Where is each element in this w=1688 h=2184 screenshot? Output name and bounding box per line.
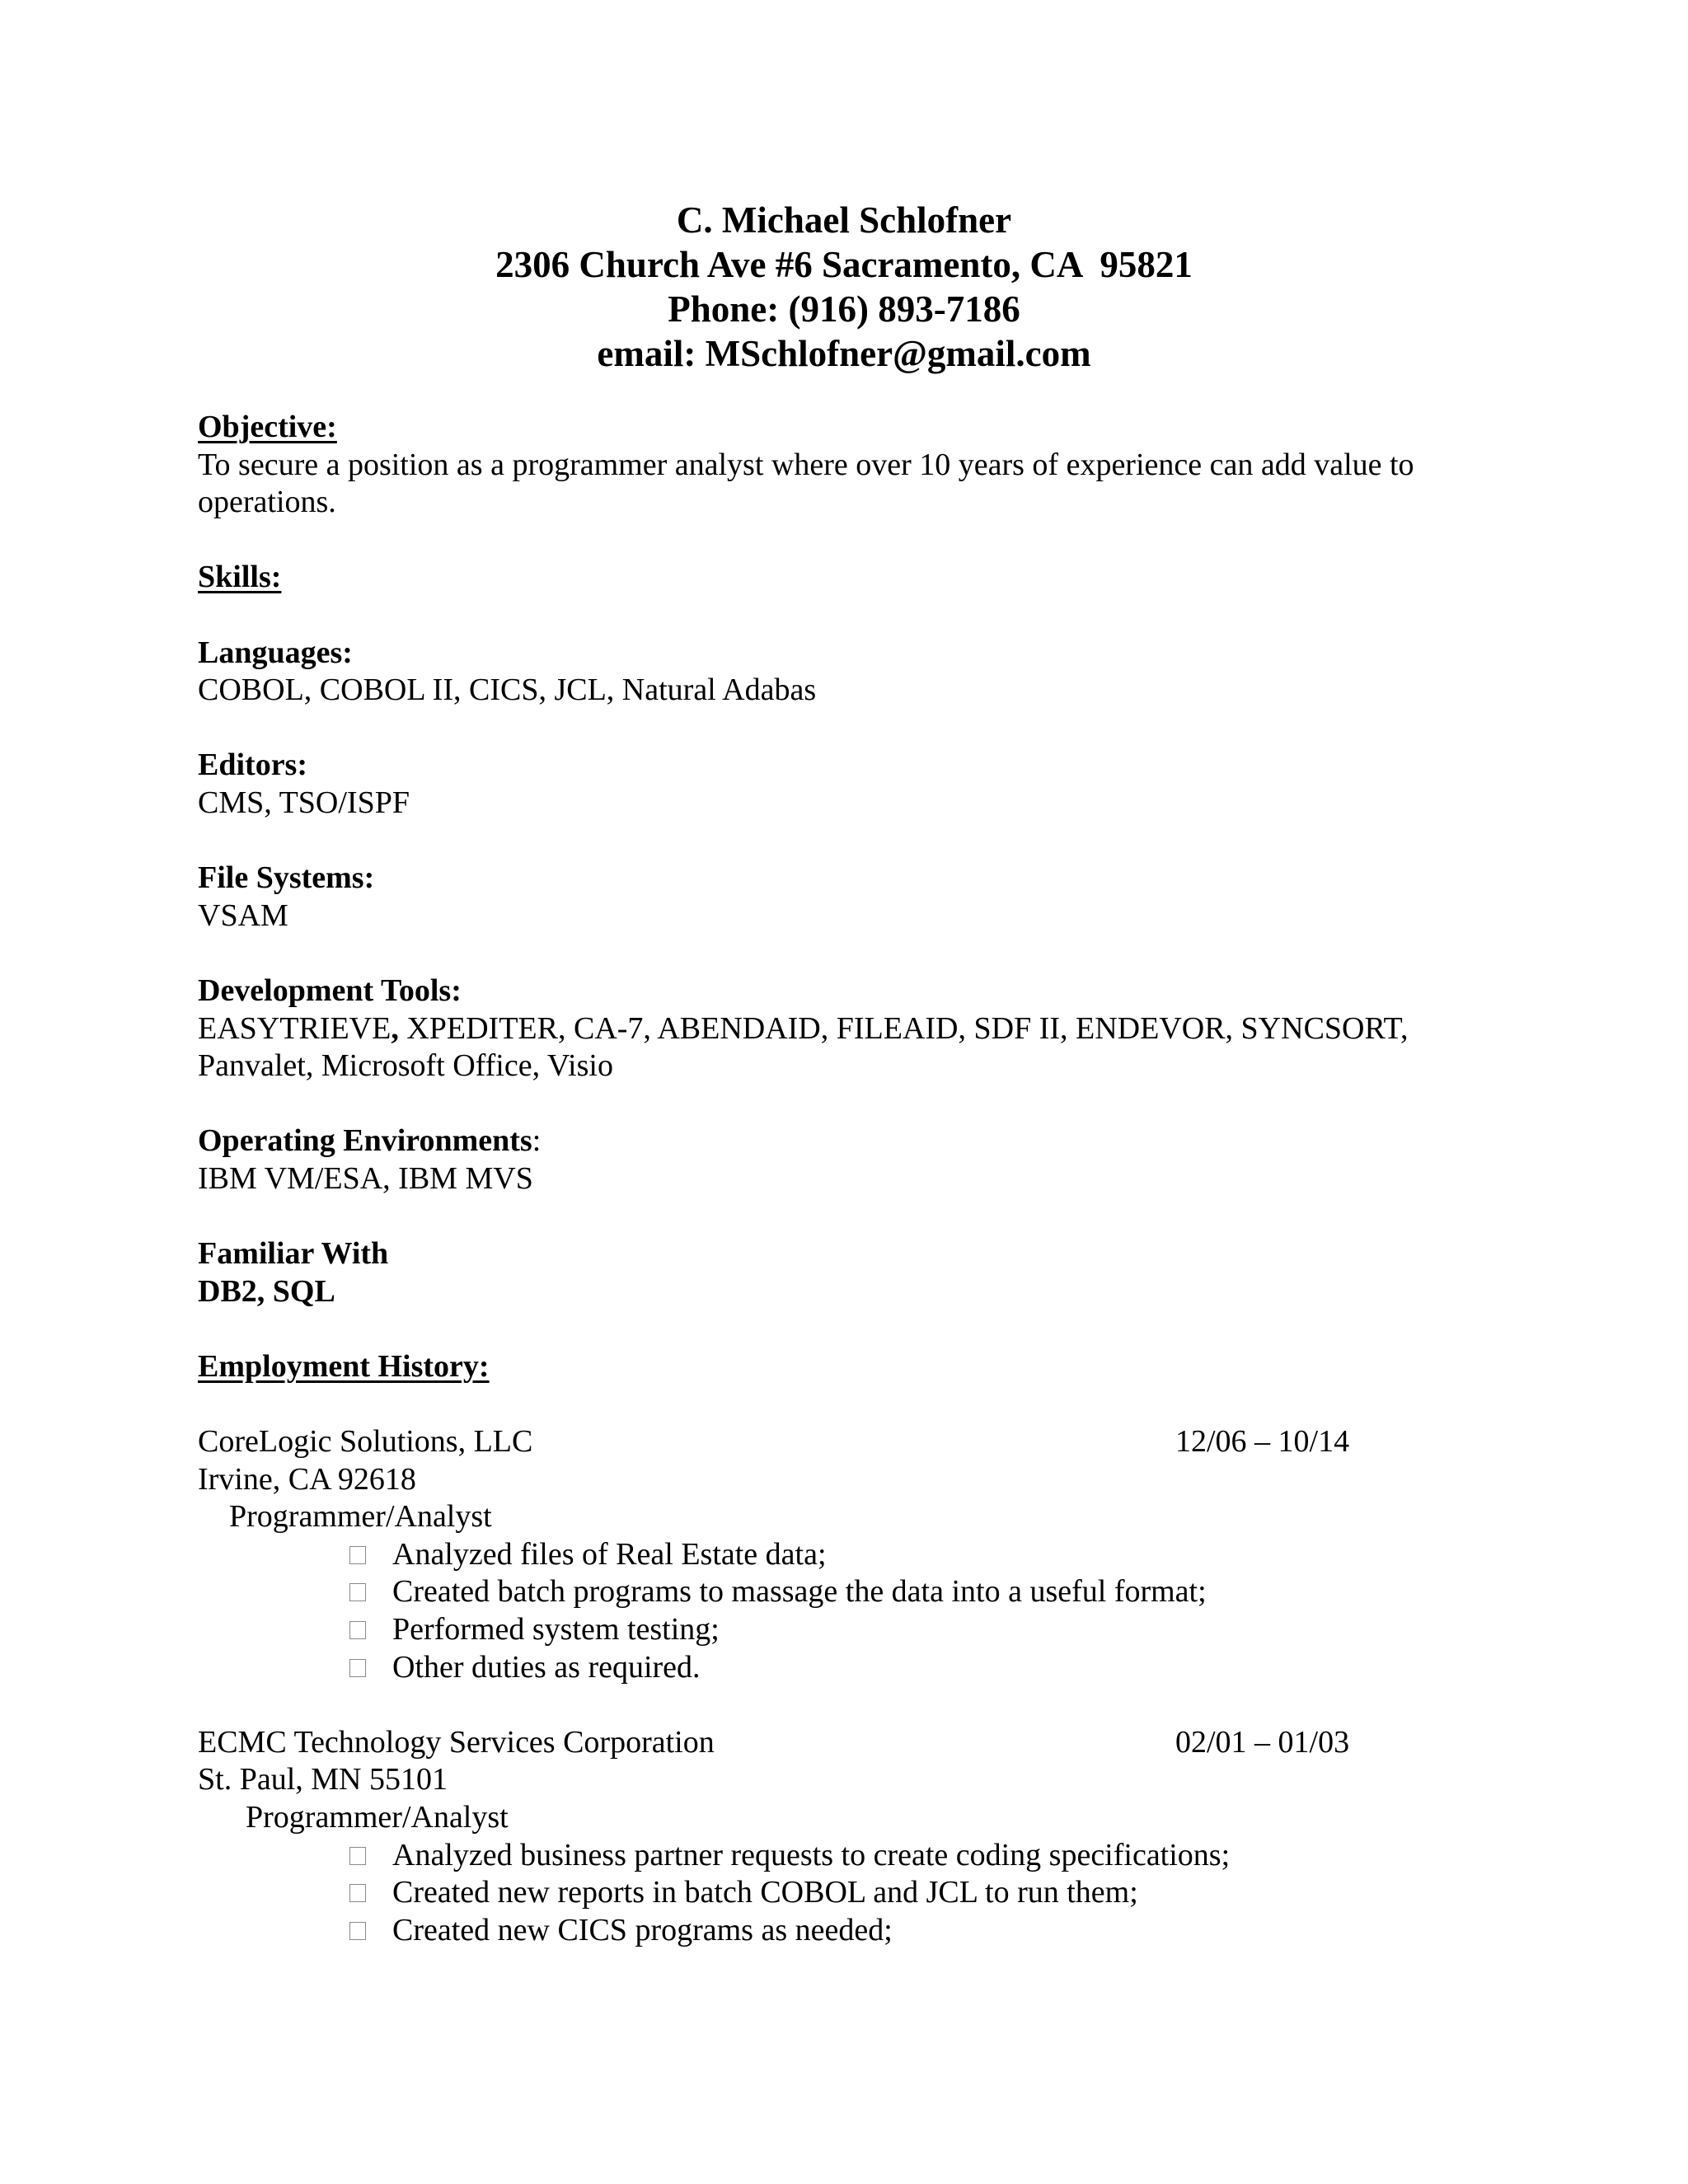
job-title: Programmer/Analyst	[246, 1799, 509, 1835]
dev-tools-comma: ,	[391, 1010, 399, 1046]
job-dates: 12/06 – 10/14	[1175, 1424, 1350, 1460]
candidate-address: 2306 Church Ave #6 Sacramento, CA 95821	[495, 244, 1193, 285]
languages-value: COBOL, COBOL II, CICS, JCL, Natural Adabas	[198, 673, 817, 708]
dev-tools-value-line-2: Panvalet, Microsoft Office, Visio	[198, 1048, 613, 1084]
checkbox-bullet-icon	[349, 1621, 366, 1639]
resume-header	[0, 198, 1688, 376]
job-duties-list	[198, 1536, 1500, 1686]
job-header-row	[198, 1724, 1500, 1762]
candidate-email: email: MSchlofner@gmail.com	[597, 333, 1091, 374]
job-company: ECMC Technology Services Corporation	[198, 1724, 715, 1760]
job-dates: 02/01 – 01/03	[1175, 1724, 1350, 1760]
familiar-label: Familiar With	[198, 1236, 389, 1272]
checkbox-bullet-icon	[349, 1546, 366, 1564]
file-systems-label: File Systems:	[198, 860, 375, 896]
dev-tools-value-line-1	[198, 1010, 1500, 1048]
checkbox-bullet-icon	[349, 1659, 366, 1677]
objective-text-line-1: To secure a position as a programmer analyst where over 10 years of experience can add value to	[198, 447, 1414, 482]
resume-body	[198, 409, 1500, 1949]
op-env-colon: :	[532, 1123, 542, 1159]
job-company: CoreLogic Solutions, LLC	[198, 1424, 533, 1460]
checkbox-bullet-icon	[349, 1922, 366, 1940]
objective-heading: Objective:	[198, 410, 337, 444]
duty-item	[198, 1837, 1500, 1875]
job-header-row	[198, 1423, 1500, 1461]
job-location: Irvine, CA 92618	[198, 1461, 416, 1497]
duty-text: Created batch programs to massage the data into a useful format;	[392, 1574, 1207, 1610]
duty-text: Performed system testing;	[392, 1612, 720, 1647]
editors-label: Editors:	[198, 748, 307, 783]
duty-text: Other duties as required.	[392, 1649, 701, 1685]
duty-item	[198, 1874, 1500, 1912]
skills-heading: Skills:	[198, 560, 282, 595]
duty-item	[198, 1611, 1500, 1649]
file-systems-value: VSAM	[198, 898, 288, 933]
job-duties-list	[198, 1837, 1500, 1950]
duty-text: Analyzed files of Real Estate data;	[392, 1536, 827, 1572]
duty-item	[198, 1573, 1500, 1611]
checkbox-bullet-icon	[349, 1847, 366, 1865]
checkbox-bullet-icon	[349, 1884, 366, 1902]
duty-item	[198, 1649, 1500, 1687]
dev-tools-rest: XPEDITER, CA-7, ABENDAID, FILEAID, SDF II, ENDEVOR, SYNCSORT,	[398, 1010, 1409, 1046]
editors-value: CMS, TSO/ISPF	[198, 785, 410, 820]
candidate-phone: Phone: (916) 893-7186	[668, 288, 1020, 330]
dev-tools-label: Development Tools:	[198, 972, 462, 1008]
duty-text: Created new CICS programs as needed;	[392, 1912, 893, 1947]
job-title: Programmer/Analyst	[229, 1499, 492, 1535]
familiar-value: DB2, SQL	[198, 1273, 335, 1309]
candidate-name: C. Michael Schlofner	[676, 199, 1012, 241]
op-env-label-line	[198, 1122, 1500, 1160]
languages-label: Languages:	[198, 635, 353, 670]
op-env-value: IBM VM/ESA, IBM MVS	[198, 1160, 533, 1196]
duty-item	[198, 1912, 1500, 1950]
duty-text: Analyzed business partner requests to create coding specifications;	[392, 1837, 1231, 1872]
job-location: St. Paul, MN 55101	[198, 1762, 448, 1797]
dev-tools-first: EASYTRIEVE	[198, 1010, 392, 1046]
op-env-label: Operating Environments	[198, 1123, 532, 1159]
objective-text-line-2: operations.	[198, 485, 336, 520]
duty-text: Created new reports in batch COBOL and JCL to run them;	[392, 1875, 1138, 1910]
duty-item	[198, 1536, 1500, 1574]
checkbox-bullet-icon	[349, 1583, 366, 1601]
employment-heading: Employment History:	[198, 1348, 490, 1384]
